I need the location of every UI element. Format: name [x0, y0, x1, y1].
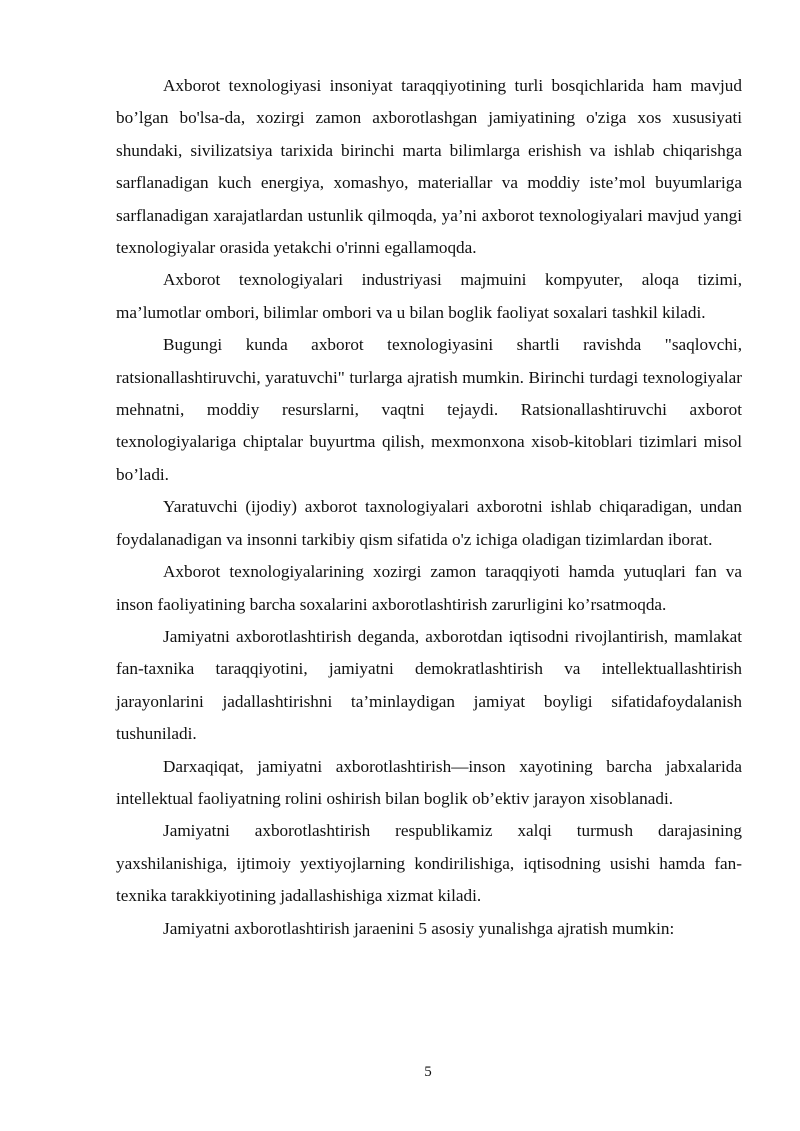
paragraph: Jamiyatni axborotlashtirish deganda, axborotdan iqtisodni rivojlantirish, mamlakat fan-taxnika taraqqiyotini, jamiyatni demokratlashtirish va intellektuallashtirish jarayonlarini jadallashtirishni ta’minlaydigan jamiyat boyligi sifatidafoydalanish tushuniladi.: [116, 626, 742, 744]
paragraph: Jamiyatni axborotlashtirish respublikamiz xalqi turmush darajasining yaxshilanishiga, ijtimoiy yextiyojlarning kondirilishiga, iqtisodning usishi hamda fan-texnika tarakkiyotining jadallashishiga xizmat kiladi.: [116, 821, 742, 906]
paragraph: Bugungi kunda axborot texnologiyasini shartli ravishda "saqlovchi, ratsionallashtiruvchi, yaratuvchi" turlarga ajratish mumkin. Birinchi turdagi texnologiyalar mehnatni, moddiy resurslarni, vaqtni tejaydi. Ratsionallashtiruvchi axborot texnologiyalariga chiptalar buyurtma qilish, mexmonxona xisob-kitoblari tizimlari misol bo’ladi.: [116, 335, 742, 484]
paragraph: Axborot texnologiyalarining xozirgi zamon taraqqiyoti hamda yutuqlari fan va inson faoliyatining barcha soxalarini axborotlashtirish zarurligini ko’rsatmoqda.: [116, 562, 742, 614]
page-number: 5: [424, 1064, 432, 1080]
document-body: [116, 70, 742, 945]
paragraph: Axborot texnologiyasi insoniyat taraqqiyotining turli bosqichlarida ham mavjud bo’lgan bo'lsa-da, xozirgi zamon axborotlashgan jamiyatining o'ziga xos xususiyati shundaki, sivilizatsiya tarixida birinchi marta bilimlarga erishish va ishlab chiqarishga sarflanadigan kuch energiya, xomashyo, materiallar va moddiy iste’mol buyumlariga sarflanadigan xarajatlardan ustunlik qilmoqda, ya’ni axborot texnologiyalari mavjud yangi texnologiyalar orasida yetakchi o'rinni egallamoqda.: [116, 76, 742, 258]
paragraph: Jamiyatni axborotlashtirish jaraenini 5 asosiy yunalishga ajratish mumkin:: [163, 918, 675, 938]
paragraph: Yaratuvchi (ijodiy) axborot taxnologiyalari axborotni ishlab chiqaradigan, undan foydalanadigan va insonni tarkibiy qism sifatida o'z ichiga oladigan tizimlardan iborat.: [116, 497, 742, 549]
paragraph: Darxaqiqat, jamiyatni axborotlashtirish—inson xayotining barcha jabxalarida intellektual faoliyatning rolini oshirish bilan boglik ob’ektiv jarayon xisoblanadi.: [116, 756, 742, 808]
paragraph: Axborot texnologiyalari industriyasi majmuini kompyuter, aloqa tizimi, ma’lumotlar ombori, bilimlar ombori va u bilan boglik faoliyat soxalari tashkil kiladi.: [116, 270, 742, 322]
